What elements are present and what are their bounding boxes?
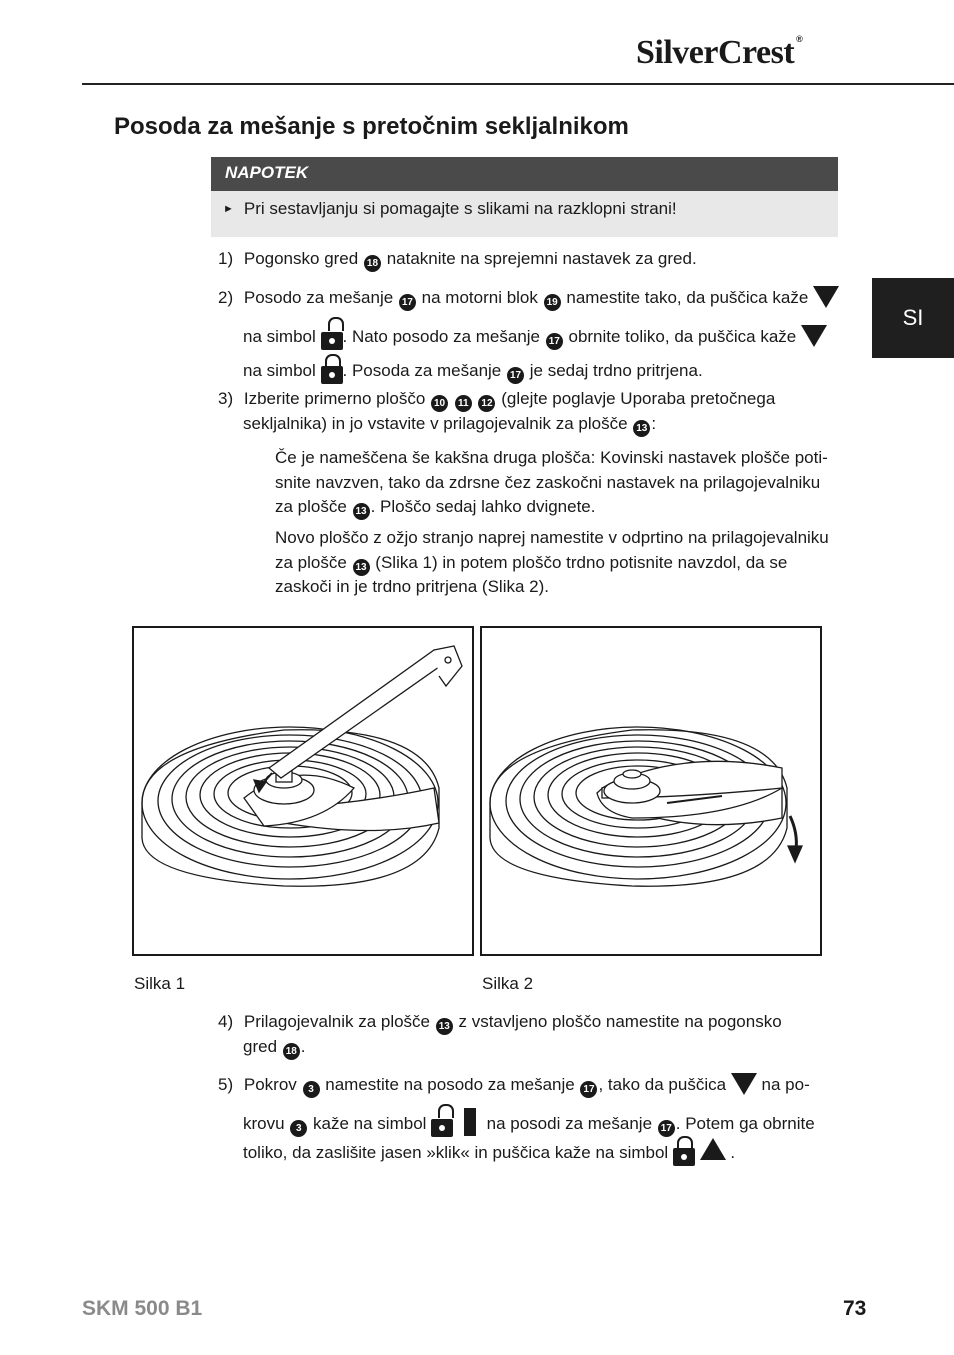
part-ref: 10	[431, 395, 448, 412]
note-text: Pri sestavljanju si pomagajte s slikami na razklopni strani!	[243, 199, 677, 218]
part-ref: 17	[399, 294, 416, 311]
part-ref: 18	[364, 255, 381, 272]
step-text: Posodo za mešanje	[243, 288, 394, 307]
step-1	[218, 249, 697, 272]
step-text: . Ploščo sedaj lahko dvignete.	[370, 497, 596, 516]
step-text: na po-	[761, 1075, 810, 1094]
part-ref: 19	[544, 294, 561, 311]
step-text: Pogonsko gred	[243, 249, 359, 268]
step-number: 5)	[218, 1075, 234, 1094]
part-ref: 18	[283, 1043, 300, 1060]
step-4-line-1	[218, 1012, 782, 1035]
part-ref: 3	[303, 1081, 320, 1098]
step-text: na simbol	[243, 327, 316, 346]
step-text: na posodi za mešanje	[486, 1114, 653, 1133]
step-3-line-1	[218, 389, 775, 412]
step-text: .	[300, 1037, 306, 1056]
step-3-para-1-line-3	[275, 497, 595, 520]
part-ref: 13	[353, 503, 370, 520]
step-5-line-2	[243, 1107, 815, 1137]
disc-insert-illustration	[134, 628, 472, 954]
step-text: je sedaj trdno pritrjena.	[529, 361, 703, 380]
step-text: namestite na posodo za mešanje	[325, 1075, 575, 1094]
part-ref: 17	[580, 1081, 597, 1098]
step-text: sekljalnika) in jo vstavite v prilagojevalnik za plošče	[243, 414, 628, 433]
step-text: z vstavljeno ploščo namestite na pogonsko	[458, 1012, 782, 1031]
note-title: NAPOTEK	[211, 157, 838, 191]
step-5-line-3	[243, 1136, 735, 1166]
step-2-line-1	[218, 286, 839, 311]
step-4-line-2	[243, 1037, 306, 1060]
step-text: , tako da puščica	[598, 1075, 727, 1094]
figure-2-caption: Silka 2	[482, 974, 534, 993]
page-number: 73	[843, 1297, 867, 1320]
bar-icon	[464, 1108, 476, 1136]
step-text: (glejte poglavje Uporaba pretočnega	[501, 389, 776, 408]
step-2-line-2	[243, 320, 827, 350]
header-rule	[82, 83, 954, 85]
lock-open-icon	[321, 320, 343, 350]
step-number: 1)	[218, 249, 234, 268]
step-text: Prilagojevalnik za plošče	[243, 1012, 431, 1031]
step-text: namestite tako, da puščica kaže	[566, 288, 809, 307]
step-text: Izberite primerno ploščo	[243, 389, 426, 408]
step-2-line-3	[243, 354, 703, 384]
step-number: 3)	[218, 389, 234, 408]
step-3-para-2-line-1: Novo ploščo z ožjo stranjo naprej namestite v odprtino na prilagojevalniku	[275, 528, 829, 547]
step-3-para-2-line-3: zaskoči in je trdno pritrjena (Slika 2).	[275, 577, 550, 596]
step-text: za plošče	[275, 553, 347, 572]
arrow-down-icon	[813, 286, 839, 308]
step-text: obrnite toliko, da puščica kaže	[568, 327, 797, 346]
figure-1-caption: Silka 1	[134, 974, 186, 993]
step-text: .	[730, 1143, 736, 1162]
arrow-up-icon	[700, 1138, 726, 1160]
step-number: 4)	[218, 1012, 234, 1031]
part-ref: 17	[546, 333, 563, 350]
step-text: na simbol	[243, 361, 316, 380]
step-text: za plošče	[275, 497, 347, 516]
part-ref: 17	[507, 367, 524, 384]
step-text: Pokrov	[243, 1075, 297, 1094]
lock-open-icon	[431, 1107, 453, 1137]
step-text: :	[651, 414, 657, 433]
part-ref: 17	[658, 1120, 675, 1137]
step-text: . Nato posodo za mešanje	[342, 327, 541, 346]
language-tab: SI	[872, 278, 954, 358]
part-ref: 13	[436, 1018, 453, 1035]
brand-logo	[636, 34, 802, 72]
figure-1	[132, 626, 474, 956]
part-ref: 11	[455, 395, 472, 412]
step-text: kaže na simbol	[313, 1114, 427, 1133]
step-3-para-1-line-1: Če je nameščena še kakšna druga plošča: Kovinski nastavek plošče poti-	[275, 448, 828, 467]
step-3-para-2-line-2	[275, 553, 787, 576]
step-text: na motorni blok	[421, 288, 538, 307]
step-5-line-1	[218, 1073, 810, 1098]
part-ref: 13	[633, 420, 650, 437]
arrow-down-icon	[731, 1073, 757, 1095]
note-box	[211, 191, 838, 237]
lock-closed-icon	[673, 1136, 695, 1166]
step-3-line-2	[243, 414, 656, 437]
step-text: krovu	[243, 1114, 285, 1133]
step-3-para-1-line-2: snite navzven, tako da zdrsne čez zaskočni nastavek na prilagojevalniku	[275, 473, 821, 492]
step-text: nataknite na sprejemni nastavek za gred.	[386, 249, 697, 268]
step-text: . Posoda za mešanje	[342, 361, 502, 380]
lock-closed-icon	[321, 354, 343, 384]
registered-mark: ®	[796, 34, 803, 44]
part-ref: 13	[353, 559, 370, 576]
step-text: toliko, da zaslišite jasen »klik« in puščica kaže na simbol	[243, 1143, 669, 1162]
page-title: Posoda za mešanje s pretočnim sekljalnikom	[114, 113, 629, 140]
footer-model: SKM 500 B1	[82, 1297, 203, 1320]
part-ref: 3	[290, 1120, 307, 1137]
step-text: gred	[243, 1037, 278, 1056]
step-text: (Slika 1) in potem ploščo trdno potisnite navzdol, da se	[375, 553, 788, 572]
arrow-down-icon	[801, 325, 827, 347]
bullet-arrow-icon: ►	[223, 203, 234, 215]
disc-locked-illustration	[482, 628, 820, 954]
step-text: . Potem ga obrnite	[675, 1114, 815, 1133]
part-ref: 12	[478, 395, 495, 412]
figure-2	[480, 626, 822, 956]
step-number: 2)	[218, 288, 234, 307]
brand-name: SilverCrest	[636, 34, 795, 71]
